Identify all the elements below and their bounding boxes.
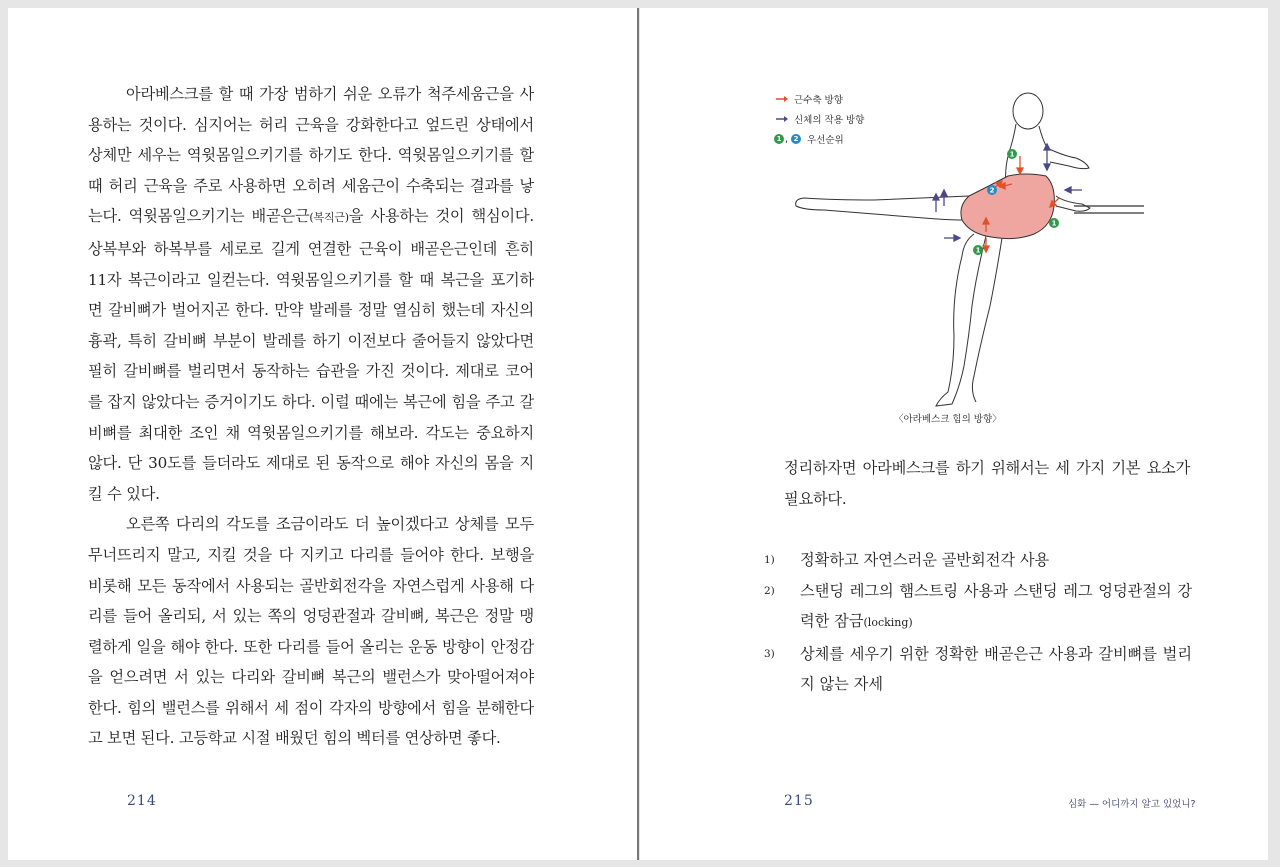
list-text: 정확하고 자연스러운 골반회전각 사용 [800,551,1050,569]
leotard-shape [961,174,1054,239]
list-number: 2) [764,584,775,597]
key-elements-list [764,545,1192,700]
paragraph-2: 오른쪽 다리의 각도를 조금이라도 더 높이겠다고 상체를 모두 무너뜨리지 말고, 지킬 것을 다 지키고 다리를 들어야 한다. 보행을 비롯해 모든 동작에서 사용되는 골반회전각을 자연스럽게 사용해 다리를 들어 올리되, 서 있는 쪽의 엉덩관절과 갈비뼈, 복근은 정말 맹렬하게 일을 해야 한다. 또한 다리를 들어 올리는 운동 방향이 안정감을 얻으려면 서 있는 다리와 갈비뼈 복근의 밸런스가 맞아떨어져야 한다. 힘의 밸런스를 위해서 세 점이 각자의 방향에서 힘을 분해한다고 보면 된다. 고등학교 시절 배웠던 힘의 벡터를 연상하면 좋다. [88,515,534,748]
running-head: 심화 — 어디까지 알고 있었니? [1068,799,1196,810]
list-note: (locking) [863,616,913,630]
list-item-2 [764,576,1192,639]
svg-text:2: 2 [989,186,995,195]
figure-caption: 〈아라베스크 힘의 방향〉 [894,414,1002,425]
svg-text:1: 1 [1009,150,1015,159]
paragraph-1-note: (복직근) [309,211,349,225]
list-item-1 [764,545,1192,576]
svg-text:1: 1 [975,246,981,255]
page-number-right: 215 [784,793,814,809]
left-body-text [88,79,534,754]
badge-1-icon: 1 [774,134,784,144]
paragraph-1-start: 아라베스크를 할 때 가장 범하기 쉬운 오류가 척주세움근을 사용하는 것이다. 심지어는 허리 근육을 강화한다고 엎드린 상태에서 상체만 세우는 역윗몸일으키기를 하기도 한다. 역윗몸일으키기를 할 때 허리 근육을 주로 사용하면 오히려 세움근이 수축되는 결과를 낳는다. 역윗몸일으키기는 배곧은근 [88,85,534,226]
svg-text:1: 1 [1051,219,1057,228]
arabesque-figure [764,86,1164,436]
badge-2-icon: 2 [791,134,801,144]
paragraph-1 [88,79,534,509]
page-number-left: 214 [127,793,157,809]
legend-label-2: 신체의 작용 방향 [794,115,865,126]
dancer-illustration [764,86,1164,416]
list-item-3 [764,639,1192,700]
list-text: 상체를 세우기 위한 정확한 배곧은근 사용과 갈비뼈를 벌리지 않는 자세 [800,644,1192,694]
legend-label-3: 우선순위 [807,135,844,146]
right-page [640,8,1268,860]
list-text: 스탠딩 레그의 햄스트링 사용과 스탠딩 레그 엉덩관절의 강력한 잠금 [800,581,1192,631]
right-intro-text [784,453,1190,514]
paragraph-1-rest: 을 사용하는 것이 핵심이다. 상복부와 하복부를 세로로 길게 연결한 근육이 배곧은근인데 흔히 11자 복근이라고 일컫는다. 역윗몸일으키기를 할 때 복근을 포기하면 갈비뼈가 벌어지곤 한다. 만약 발레를 정말 열심히 했는데 자신의 흉곽, 특히 갈비뼈 부분이 발레를 하기 이전보다 줄어들지 않았다면 필히 갈비뼈를 벌리면서 동작하는 습관을 가진 것이다. 제대로 코어를 잡지 않았다는 증거이기도 하다. 이럴 때에는 복근에 힘을 주고 갈비뼈를 최대한 조인 채 역윗몸일으키기를 해보라. 각도는 중요하지 않다. 단 30도를 들더라도 제대로 된 동작으로 해야 자신의 몸을 지킬 수 있다. [88,207,534,503]
gutter-line [637,8,639,860]
left-page [8,8,638,860]
list-number: 3) [764,647,775,660]
list-number: 1) [764,554,775,566]
legend-label-1: 근수축 방향 [794,95,843,106]
legend-priority: 1 , 2 우선순위 [774,132,844,146]
intro-sentence: 정리하자면 아라베스크를 하기 위해서는 세 가지 기본 요소가 필요하다. [784,459,1190,508]
